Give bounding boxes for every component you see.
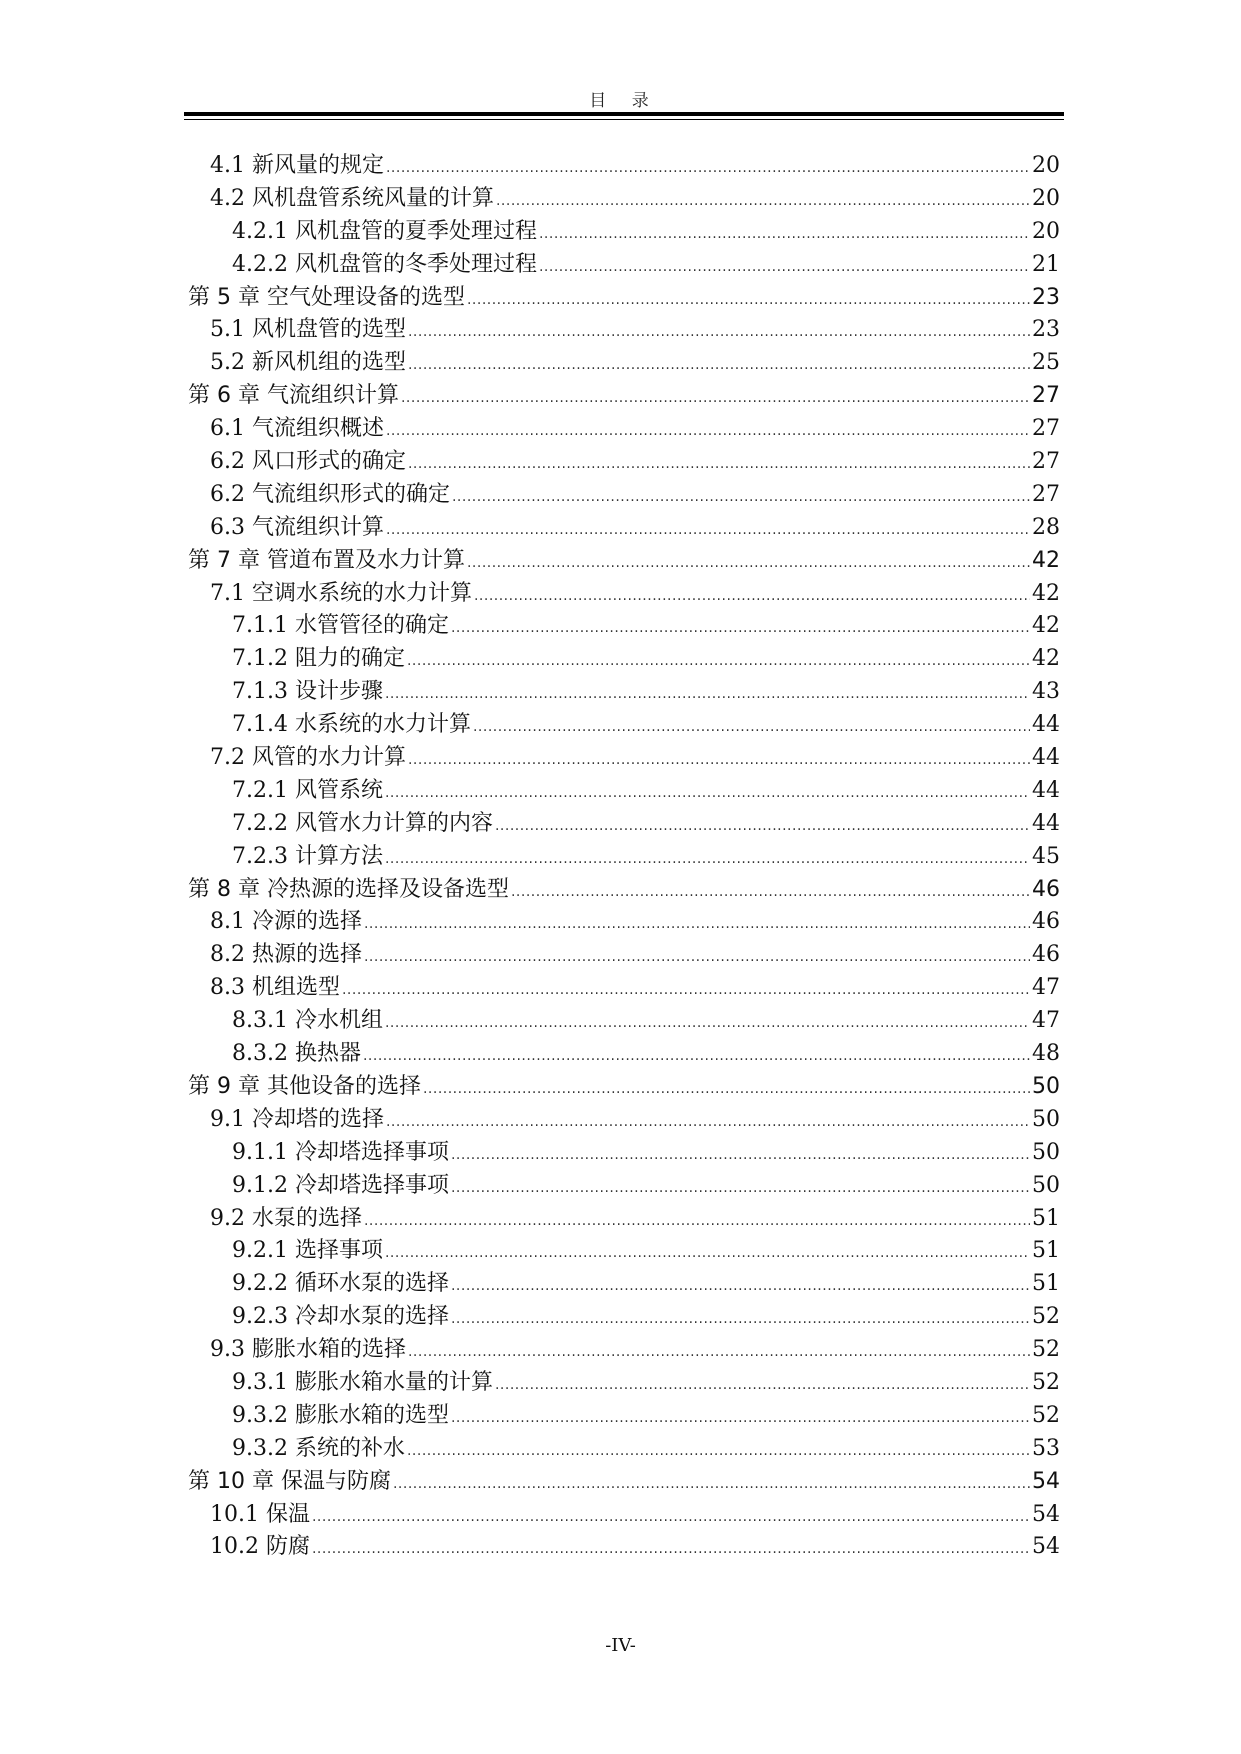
toc-entry-page: 54 xyxy=(1032,1468,1060,1494)
toc-dot-leader xyxy=(385,777,1030,810)
toc-entry-page: 27 xyxy=(1032,449,1060,475)
toc-entry-page: 42 xyxy=(1032,547,1060,573)
toc-entry-page: 52 xyxy=(1032,1369,1060,1395)
toc-entry-page: 54 xyxy=(1032,1501,1060,1527)
toc-entry-label: 6.2 风口形式的确定 xyxy=(210,449,406,475)
toc-entry-page: 52 xyxy=(1032,1337,1060,1363)
toc-entry-page: 50 xyxy=(1032,1139,1060,1165)
toc-entry-label: 8.1 冷源的选择 xyxy=(210,909,362,935)
toc-entry-page: 27 xyxy=(1032,416,1060,442)
toc-section-entry[interactable] xyxy=(186,1170,1060,1203)
header-rule-thick xyxy=(184,112,1064,116)
toc-entry-label: 4.1 新风量的规定 xyxy=(210,153,384,178)
toc-entry-label: 8.3 机组选型 xyxy=(210,975,340,1001)
toc-entry-page: 20 xyxy=(1032,218,1060,244)
toc-dot-leader xyxy=(451,1303,1030,1336)
toc-dot-leader xyxy=(385,678,1030,711)
toc-entry-label: 9.3 膨胀水箱的选择 xyxy=(210,1337,406,1363)
toc-section-entry[interactable] xyxy=(186,676,1060,709)
toc-dot-leader xyxy=(473,711,1030,744)
toc-section-entry[interactable] xyxy=(186,775,1060,808)
toc-entry-page: 51 xyxy=(1032,1238,1060,1264)
toc-entry-label: 9.1 冷却塔的选择 xyxy=(210,1106,384,1132)
toc-dot-leader xyxy=(451,1139,1030,1172)
toc-section-entry[interactable] xyxy=(186,512,1060,545)
toc-entry-page: 25 xyxy=(1032,350,1060,376)
toc-entry-page: 45 xyxy=(1032,843,1060,869)
toc-dot-leader xyxy=(467,547,1030,580)
toc-section-entry[interactable] xyxy=(186,1499,1060,1532)
toc-dot-leader xyxy=(393,1468,1030,1501)
toc-entry-label: 5.1 风机盘管的选型 xyxy=(210,317,406,343)
toc-section-entry[interactable] xyxy=(186,1531,1060,1564)
toc-section-entry[interactable] xyxy=(186,972,1060,1005)
toc-entry-page: 27 xyxy=(1032,481,1060,507)
toc-entry-label: 9.2.3 冷却水泵的选择 xyxy=(232,1304,449,1330)
toc-section-entry[interactable] xyxy=(186,1005,1060,1038)
toc-dot-leader xyxy=(451,1270,1030,1303)
toc-dot-leader xyxy=(496,185,1030,218)
toc-entry-label: 8.3.1 冷水机组 xyxy=(232,1008,383,1034)
toc-dot-leader xyxy=(451,612,1030,645)
toc-section-entry[interactable] xyxy=(186,610,1060,643)
page-number: -IV- xyxy=(605,1635,636,1656)
toc-dot-leader xyxy=(386,152,1030,185)
toc-entry-page: 27 xyxy=(1032,383,1060,409)
toc-section-entry[interactable] xyxy=(186,1301,1060,1334)
toc-dot-leader xyxy=(495,1369,1030,1402)
toc-entry-page: 20 xyxy=(1032,185,1060,211)
toc-entry-label: 7.1.1 水管管径的确定 xyxy=(232,613,449,639)
toc-dot-leader xyxy=(474,580,1030,613)
toc-dot-leader xyxy=(342,974,1030,1007)
toc-dot-leader xyxy=(408,1336,1030,1369)
toc-section-entry[interactable] xyxy=(186,578,1060,611)
toc-entry-label: 4.2.1 风机盘管的夏季处理过程 xyxy=(232,218,537,244)
toc-entry-page: 50 xyxy=(1032,1073,1060,1099)
toc-section-entry[interactable] xyxy=(186,742,1060,775)
toc-entry-label: 第 6 章 气流组织计算 xyxy=(188,383,399,409)
toc-entry-label: 7.2.2 风管水力计算的内容 xyxy=(232,810,493,836)
toc-entry-page: 44 xyxy=(1032,777,1060,803)
toc-entry-label: 10.1 保温 xyxy=(210,1501,310,1527)
toc-section-entry[interactable] xyxy=(186,1203,1060,1236)
toc-section-entry[interactable] xyxy=(186,1433,1060,1466)
toc-dot-leader xyxy=(401,382,1030,415)
toc-dot-leader xyxy=(408,744,1030,777)
toc-dot-leader xyxy=(385,1237,1030,1270)
toc-entry-label: 第 9 章 其他设备的选择 xyxy=(188,1073,421,1099)
toc-entry-label: 8.3.2 换热器 xyxy=(232,1041,361,1067)
toc-entry-label: 第 10 章 保温与防腐 xyxy=(188,1468,391,1494)
toc-entry-page: 51 xyxy=(1032,1205,1060,1231)
toc-section-entry[interactable] xyxy=(186,1038,1060,1071)
toc-dot-leader xyxy=(385,1007,1030,1040)
toc-entry-page: 52 xyxy=(1032,1304,1060,1330)
toc-entry-label: 6.2 气流组织形式的确定 xyxy=(210,481,450,507)
toc-dot-leader xyxy=(451,1402,1030,1435)
toc-entry-label: 4.2.2 风机盘管的冬季处理过程 xyxy=(232,251,537,277)
toc-entry-page: 21 xyxy=(1032,251,1060,277)
toc-entry-label: 7.1.2 阻力的确定 xyxy=(232,646,405,672)
toc-dot-leader xyxy=(451,1172,1030,1205)
toc-dot-leader xyxy=(364,941,1030,974)
toc-section-entry[interactable] xyxy=(186,1104,1060,1137)
toc-dot-leader xyxy=(385,843,1030,876)
toc-entry-page: 42 xyxy=(1032,646,1060,672)
toc-entry-label: 第 5 章 空气处理设备的选型 xyxy=(188,284,465,310)
toc-section-entry[interactable] xyxy=(186,906,1060,939)
toc-entry-label: 7.2 风管的水力计算 xyxy=(210,745,406,771)
toc-dot-leader xyxy=(408,349,1030,382)
toc-entry-page: 20 xyxy=(1032,153,1060,178)
toc-entry-label: 4.2 风机盘管系统风量的计算 xyxy=(210,185,494,211)
toc-section-entry[interactable] xyxy=(186,1137,1060,1170)
toc-dot-leader xyxy=(408,316,1030,349)
toc-chapter-entry[interactable] xyxy=(186,1466,1060,1499)
toc-entry-label: 9.1.2 冷却塔选择事项 xyxy=(232,1172,449,1198)
toc-entry-page: 52 xyxy=(1032,1402,1060,1428)
toc-section-entry[interactable] xyxy=(186,1334,1060,1367)
toc-dot-leader xyxy=(312,1533,1030,1566)
toc-entry-page: 54 xyxy=(1032,1534,1060,1560)
toc-dot-leader xyxy=(452,481,1030,514)
toc-section-entry[interactable] xyxy=(186,939,1060,972)
toc-entry-label: 9.2.2 循环水泵的选择 xyxy=(232,1271,449,1297)
toc-entry-label: 第 7 章 管道布置及水力计算 xyxy=(188,547,465,573)
toc-dot-leader xyxy=(495,810,1030,843)
toc-entry-page: 46 xyxy=(1032,876,1060,902)
toc-entry-page: 44 xyxy=(1032,810,1060,836)
toc-entry-page: 46 xyxy=(1032,909,1060,935)
toc-chapter-entry[interactable] xyxy=(186,282,1060,315)
toc-entry-page: 50 xyxy=(1032,1172,1060,1198)
toc-section-entry[interactable] xyxy=(186,446,1060,479)
toc-chapter-entry[interactable] xyxy=(186,874,1060,907)
toc-entry-label: 9.3.2 膨胀水箱的选型 xyxy=(232,1402,449,1428)
toc-entry-label: 9.3.2 系统的补水 xyxy=(232,1435,405,1461)
toc-entry-label: 9.2 水泵的选择 xyxy=(210,1205,362,1231)
toc-entry-page: 50 xyxy=(1032,1106,1060,1132)
toc-entry-label: 8.2 热源的选择 xyxy=(210,942,362,968)
table-of-contents xyxy=(186,150,1060,1564)
toc-entry-page: 44 xyxy=(1032,745,1060,771)
toc-dot-leader xyxy=(386,415,1030,448)
toc-entry-label: 9.2.1 选择事项 xyxy=(232,1238,383,1264)
toc-dot-leader xyxy=(312,1501,1030,1534)
toc-entry-label: 7.1 空调水系统的水力计算 xyxy=(210,580,472,606)
toc-dot-leader xyxy=(364,1205,1030,1238)
toc-dot-leader xyxy=(511,876,1030,909)
toc-entry-page: 23 xyxy=(1032,317,1060,343)
toc-entry-page: 42 xyxy=(1032,613,1060,639)
toc-entry-label: 7.1.3 设计步骤 xyxy=(232,679,383,705)
toc-section-entry[interactable] xyxy=(186,1367,1060,1400)
toc-section-entry[interactable] xyxy=(186,183,1060,216)
toc-dot-leader xyxy=(407,1435,1030,1468)
page-header-title: 目 录 xyxy=(589,91,659,111)
toc-dot-leader xyxy=(423,1073,1030,1106)
toc-entry-page: 47 xyxy=(1032,975,1060,1001)
toc-entry-label: 9.1.1 冷却塔选择事项 xyxy=(232,1139,449,1165)
toc-dot-leader xyxy=(386,514,1030,547)
toc-entry-label: 9.3.1 膨胀水箱水量的计算 xyxy=(232,1369,493,1395)
toc-section-entry[interactable] xyxy=(186,314,1060,347)
toc-section-entry[interactable] xyxy=(186,709,1060,742)
header-rule-thin xyxy=(184,119,1064,120)
toc-section-entry[interactable] xyxy=(186,1400,1060,1433)
toc-dot-leader xyxy=(386,1106,1030,1139)
toc-section-entry[interactable] xyxy=(186,1268,1060,1301)
toc-entry-label: 6.3 气流组织计算 xyxy=(210,514,384,540)
toc-chapter-entry[interactable] xyxy=(186,1071,1060,1104)
toc-entry-label: 第 8 章 冷热源的选择及设备选型 xyxy=(188,876,509,902)
toc-section-entry[interactable] xyxy=(186,1235,1060,1268)
toc-entry-page: 53 xyxy=(1032,1435,1060,1461)
toc-entry-label: 7.1.4 水系统的水力计算 xyxy=(232,712,471,738)
toc-section-entry[interactable] xyxy=(186,643,1060,676)
toc-entry-label: 7.2.1 风管系统 xyxy=(232,777,383,803)
toc-entry-page: 42 xyxy=(1032,580,1060,606)
toc-section-entry[interactable] xyxy=(186,479,1060,512)
toc-section-entry[interactable] xyxy=(186,216,1060,249)
toc-entry-label: 10.2 防腐 xyxy=(210,1534,310,1560)
toc-section-entry[interactable] xyxy=(186,808,1060,841)
toc-dot-leader xyxy=(364,908,1030,941)
toc-chapter-entry[interactable] xyxy=(186,545,1060,578)
toc-dot-leader xyxy=(363,1040,1030,1073)
toc-section-entry[interactable] xyxy=(186,413,1060,446)
toc-dot-leader xyxy=(539,251,1030,284)
toc-entry-label: 5.2 新风机组的选型 xyxy=(210,350,406,376)
toc-dot-leader xyxy=(407,645,1030,678)
toc-entry-label: 6.1 气流组织概述 xyxy=(210,416,384,442)
toc-entry-page: 44 xyxy=(1032,712,1060,738)
toc-section-entry[interactable] xyxy=(186,347,1060,380)
toc-entry-page: 51 xyxy=(1032,1271,1060,1297)
toc-entry-page: 46 xyxy=(1032,942,1060,968)
toc-entry-page: 48 xyxy=(1032,1041,1060,1067)
toc-dot-leader xyxy=(467,284,1030,317)
toc-entry-page: 23 xyxy=(1032,284,1060,310)
toc-entry-page: 47 xyxy=(1032,1008,1060,1034)
toc-entry-page: 43 xyxy=(1032,679,1060,705)
toc-section-entry[interactable] xyxy=(186,841,1060,874)
toc-entry-page: 28 xyxy=(1032,514,1060,540)
toc-section-entry[interactable] xyxy=(186,150,1060,183)
toc-dot-leader xyxy=(539,218,1030,251)
toc-section-entry[interactable] xyxy=(186,249,1060,282)
toc-entry-label: 7.2.3 计算方法 xyxy=(232,843,383,869)
toc-chapter-entry[interactable] xyxy=(186,380,1060,413)
toc-dot-leader xyxy=(408,448,1030,481)
